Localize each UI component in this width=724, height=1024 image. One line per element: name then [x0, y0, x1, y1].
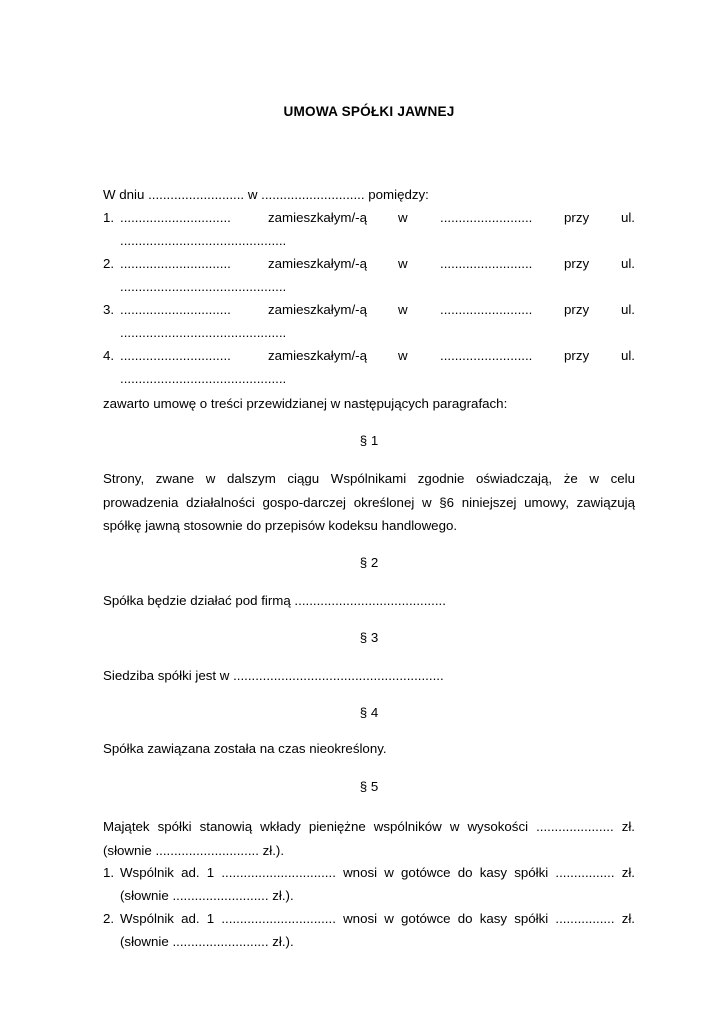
- party-residing-label: zamieszkałym/-ą: [268, 256, 368, 271]
- section-1-line: spółkę jawną stosownie do przepisów kodeksu handlowego.: [103, 518, 458, 533]
- intro-line: W dniu .......................... w ............................ pomiędzy:: [103, 187, 429, 202]
- party-address-blank: .............................................: [120, 279, 287, 294]
- contribution-words-line: (słownie .......................... zł.).: [120, 888, 294, 903]
- concluded-line: zawarto umowę o treści przewidzianej w następujących paragrafach:: [103, 396, 508, 411]
- party-number: 3.: [103, 302, 115, 317]
- section-1-body: [103, 467, 635, 538]
- party-in-label: w: [398, 210, 408, 225]
- party-street-label: ul.: [620, 210, 635, 225]
- party-place-blank: .........................: [440, 348, 533, 363]
- party-1: [103, 210, 635, 256]
- party-street-label: ul.: [620, 256, 635, 271]
- list-number: 1.: [103, 865, 115, 880]
- party-place-blank: .........................: [440, 302, 533, 317]
- section-2-heading: § 2: [359, 555, 379, 570]
- party-name-blank: ..............................: [120, 256, 231, 271]
- document-title: UMOWA SPÓŁKI JAWNEJ: [283, 104, 455, 119]
- list-number: 2.: [103, 911, 115, 926]
- party-name-blank: ..............................: [120, 302, 231, 317]
- contribution-line: Wspólnik ad. 1 ............................... wnosi w gotówce do kasy spółki ................ zł.: [120, 911, 635, 926]
- party-place-blank: .........................: [440, 256, 533, 271]
- section-2-body: Spółka będzie działać pod firmą .........................................: [103, 593, 446, 608]
- party-in-label: w: [398, 348, 408, 363]
- party-street-label: ul.: [620, 348, 635, 363]
- party-at-label: przy: [564, 210, 590, 225]
- party-address-blank: .............................................: [120, 371, 287, 386]
- section-4-body: Spółka zawiązana została na czas nieokreślony.: [103, 741, 387, 756]
- party-name-blank: ..............................: [120, 348, 231, 363]
- party-name-blank: ..............................: [120, 210, 231, 225]
- party-residing-label: zamieszkałym/-ą: [268, 302, 368, 317]
- section-1-heading: § 1: [359, 433, 379, 448]
- section-5-line: (słownie ............................ zł.).: [103, 842, 285, 858]
- party-number: 1.: [103, 210, 115, 225]
- party-at-label: przy: [564, 302, 590, 317]
- party-3: [103, 302, 635, 348]
- party-in-label: w: [398, 256, 408, 271]
- contribution-line: Wspólnik ad. 1 ............................... wnosi w gotówce do kasy spółki ................ zł.: [120, 865, 635, 880]
- section-3-heading: § 3: [359, 630, 379, 645]
- party-2: [103, 256, 635, 302]
- section-5-body: [103, 815, 635, 862]
- party-address-blank: .............................................: [120, 233, 287, 248]
- party-address-blank: .............................................: [120, 325, 287, 340]
- party-place-blank: .........................: [440, 210, 533, 225]
- section-1-line: prowadzenia działalności gospo-darczej określonej w §6 niniejszej umowy, zawiązują: [103, 494, 635, 510]
- contribution-words-line: (słownie .......................... zł.).: [120, 934, 294, 949]
- section-5-heading: § 5: [359, 779, 379, 794]
- party-residing-label: zamieszkałym/-ą: [268, 210, 368, 225]
- party-4: [103, 348, 635, 394]
- party-in-label: w: [398, 302, 408, 317]
- party-street-label: ul.: [620, 302, 635, 317]
- section-3-body: Siedziba spółki jest w .........................................................: [103, 668, 444, 683]
- section-5-line: Majątek spółki stanowią wkłady pieniężne wspólników w wysokości ..................... zł.: [103, 819, 635, 834]
- section-1-line: Strony, zwane w dalszym ciągu Wspólnikami zgodnie oświadczają, że w celu: [103, 471, 635, 486]
- party-residing-label: zamieszkałym/-ą: [268, 348, 368, 363]
- party-number: 4.: [103, 348, 115, 363]
- party-at-label: przy: [564, 256, 590, 271]
- section-4-heading: § 4: [359, 705, 379, 720]
- party-at-label: przy: [564, 348, 590, 363]
- party-number: 2.: [103, 256, 115, 271]
